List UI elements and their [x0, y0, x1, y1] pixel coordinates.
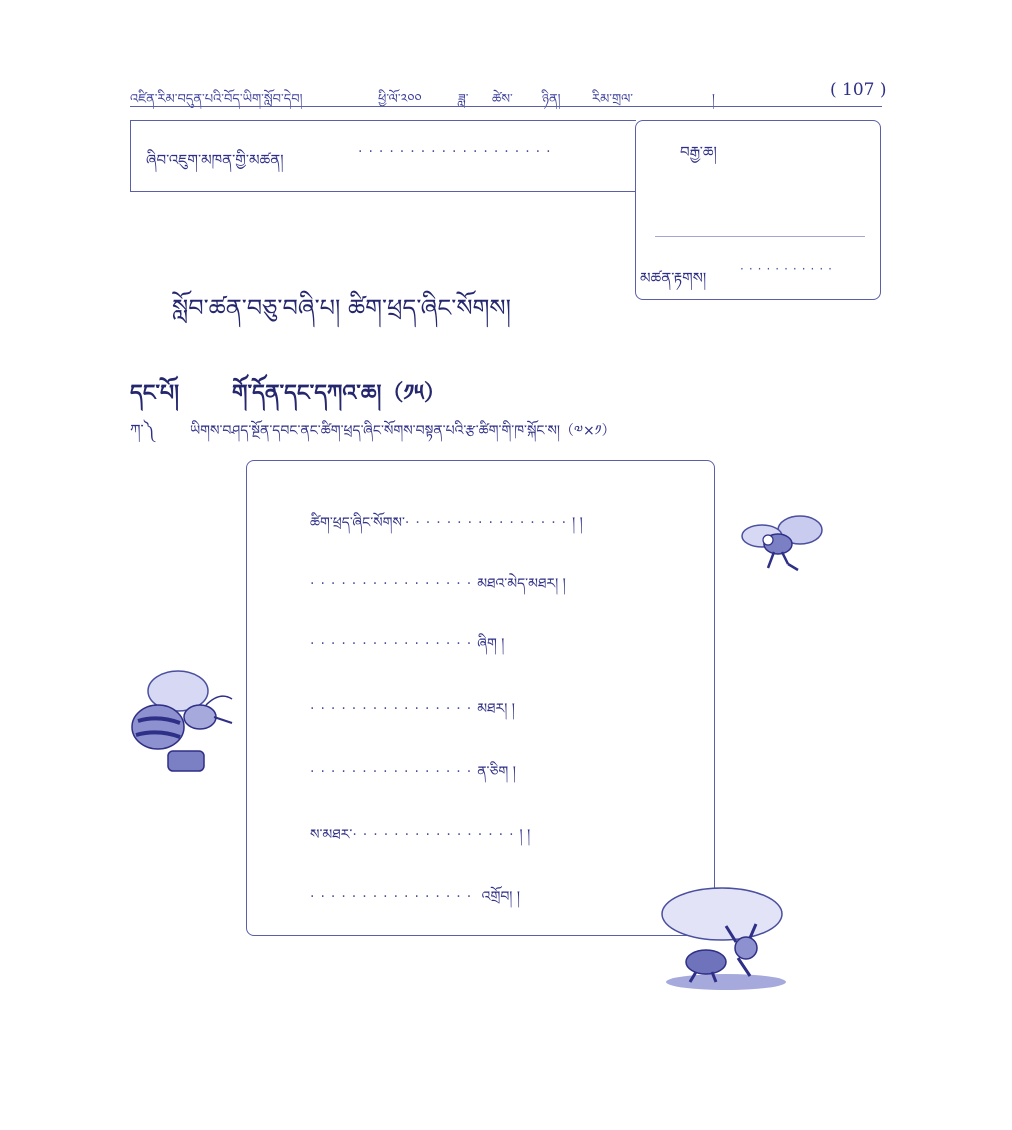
examiner-name-field[interactable]: ··················· [358, 144, 557, 160]
ant-body [686, 950, 726, 974]
fly-illustration [738, 512, 828, 576]
exercise-row-2 [310, 567, 566, 607]
blank-field[interactable]: ················ [310, 764, 478, 780]
row-suffix: འགྲོབ། ། [477, 889, 520, 905]
book-title: འཛིན་རིམ་བདུན་པའི་བོད་ཡིག་སློབ་དེབ། [130, 92, 303, 107]
signature-label: མཚན་རྟགས། [640, 269, 707, 287]
page-number: ( 107 ) [830, 80, 887, 100]
bee-basket [168, 751, 204, 771]
section-heading: དང་པོ། [130, 381, 180, 406]
exercise-row-4 [310, 692, 515, 732]
row-prefix: ས་མཐར་ [310, 827, 353, 843]
score-label: བརྒྱ་ཆ། [680, 143, 717, 161]
blank-field[interactable]: ················ [352, 827, 520, 843]
exercise-row-6 [310, 818, 530, 858]
page-header [130, 80, 887, 108]
exercise-row-1 [310, 506, 583, 546]
bee-illustration [128, 665, 240, 775]
row-suffix: ། ། [572, 515, 583, 531]
date-year: ཕྱི་ལོ་༢༠༠ [378, 92, 422, 107]
question-text: ཡིགས་བཤད་སྔོན་དབང་ནང་ཚིག་ཕྲད་ཞིང་སོགས་བསྟན་པའི་རྩ་ཚིག་གི་ཁ་སྐོང་ས།（༧×༡） [190, 423, 616, 439]
header-separator: ། [712, 92, 715, 107]
row-prefix: ཚིག་ཕྲད་ཞིང་སོགས་ [310, 515, 405, 531]
bee-body [132, 705, 184, 749]
blank-field[interactable]: ················ [310, 576, 478, 592]
ant-load [662, 888, 782, 940]
bee-head [184, 705, 216, 729]
exercise-row-7 [310, 880, 520, 920]
class-label: རིམ་གྲལ་ [592, 92, 634, 107]
lesson-title: སློབ་ཚན་བཅུ་བཞི་པ། ཚིག་ཕྲད་ཞིང་སོགས། [172, 294, 511, 322]
date-weekday: ཉིན། [542, 92, 561, 107]
exercise-row-3 [310, 627, 504, 667]
blank-field[interactable]: ················ [310, 636, 478, 652]
row-suffix: ན་ཅིག ། [477, 764, 516, 780]
ant-illustration [660, 886, 792, 992]
question-number: ཀ་༽ [130, 421, 155, 439]
fly-eye [763, 535, 773, 545]
ant-head [735, 937, 757, 959]
date-day: ཚེས་ [492, 92, 513, 107]
exercise-row-5 [310, 755, 516, 795]
examiner-name-label: ཞིབ་འཇུག་མཁན་གྱི་མཚན། [146, 151, 284, 169]
header-rule [130, 106, 882, 107]
row-suffix: མཐར། ། [477, 701, 515, 717]
ant-shadow [666, 974, 786, 990]
row-suffix: ། ། [519, 827, 531, 843]
blank-field[interactable]: ················ [310, 889, 478, 905]
blank-field[interactable]: ················ [404, 515, 573, 531]
row-suffix: མཐའ་མེད་མཐར། ། [477, 576, 566, 592]
date-month: ཟླ་ [458, 92, 469, 107]
section-title: གོ་དོན་དང་དཀའ་ཆ།（༡༥） [232, 381, 446, 406]
score-line[interactable] [655, 236, 865, 237]
blank-field[interactable]: ················ [310, 701, 478, 717]
signature-field[interactable]: ··········· [740, 262, 837, 276]
row-suffix: ཞིག ། [477, 636, 505, 652]
